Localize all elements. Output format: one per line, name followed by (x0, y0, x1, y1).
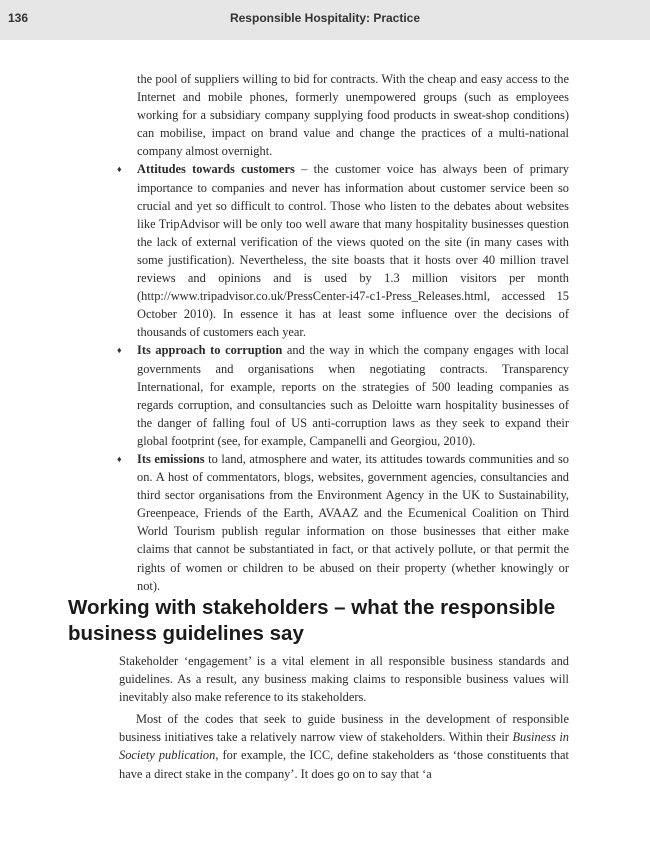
bullet-lead: Its emissions (137, 451, 205, 466)
page-header (0, 0, 650, 40)
bullet-item-corruption (137, 341, 569, 450)
section-body (119, 652, 569, 783)
bullet-text: to land, atmosphere and water, its attitudes towards communities and so on. A host of commentators, blogs, websites, government agencies, consultancies and third sector organisations from the Environment Agency in the UK to Sustainability, Greenpeace, Friends of the Earth, AVAAZ and the Ecumenical Coalition on Third World Tourism publish regular information on those businesses that either make claims that cannot be substantiated in fact, or that actively pollute, or that permit the rights of women or children to be abused on their property (whether knowingly or not). (137, 451, 569, 593)
bullet-lead: Its approach to corruption (137, 343, 283, 358)
paragraph-text: , for example, the ICC, define stakeholders as ‘those constituents that have a direct stake in the company’. It does go on to say that ‘a (119, 748, 569, 781)
running-title: Responsible Hospitality: Practice (229, 11, 421, 25)
section-paragraph-1: Stakeholder ‘engagement’ is a vital element in all responsible business standards and guidelines. As a result, any business making claims to responsible business values will inevitably also make reference to its stakeholders. (119, 654, 569, 705)
bullet-list (137, 160, 569, 594)
bullet-item-customers (137, 160, 569, 341)
publication-title: Business in Society publication (119, 730, 569, 763)
bullet-item-emissions (137, 450, 569, 595)
continuation-paragraph: the pool of suppliers willing to bid for contracts. With the cheap and easy access to the Internet and mobile phones, formerly unempowered groups (such as employees working for a subsidiary company supplying food products in sweat-shop conditions) can mobilise, impact on brand value and change the practices of a multi-national company almost overnight. (137, 72, 569, 159)
bullet-lead: Attitudes towards customers (137, 162, 295, 177)
bullet-text: and the way in which the company engages with local governments and organisations when negotiating contracts. Transparency International, for example, reports on the strategies of 500 leading companies as regards corruption, and consultancies such as Deloitte warn hospitality businesses of the danger of falling foul of US anti-corruption laws as they seek to expand their global footprint (see, for example, Campanelli and Georgiou, 2010). (137, 343, 569, 448)
section-heading: Working with stakeholders – what the responsible business guidelines say (68, 596, 556, 645)
section-paragraph-2 (119, 710, 569, 782)
paragraph-text: Most of the codes that seek to guide business in the development of responsible business initiatives take a relatively narrow view of stakeholders. Within their (119, 712, 569, 745)
bullet-text: – the customer voice has always been of primary importance to companies and never has information about customer service been so crucial and yet so difficult to control. Those who listen to the debates about websites like TripAdvisor will be only too well aware that many hospitality businesses question the lack of external verification of the views quoted on the site (in many cases with some justification). Nevertheless, the site boasts that it hosts over 40 million travel reviews and opinions and is used by 1.3 million visitors per month (http://www.tripadvisor.co.uk/PressCenter-i47-c1-Press_Releases.html, accessed 15 October 2010). In essence it has at least some influence over the decisions of thousands of customers each year. (137, 162, 569, 340)
body-text (137, 70, 569, 595)
page-number: 136 (8, 11, 29, 25)
